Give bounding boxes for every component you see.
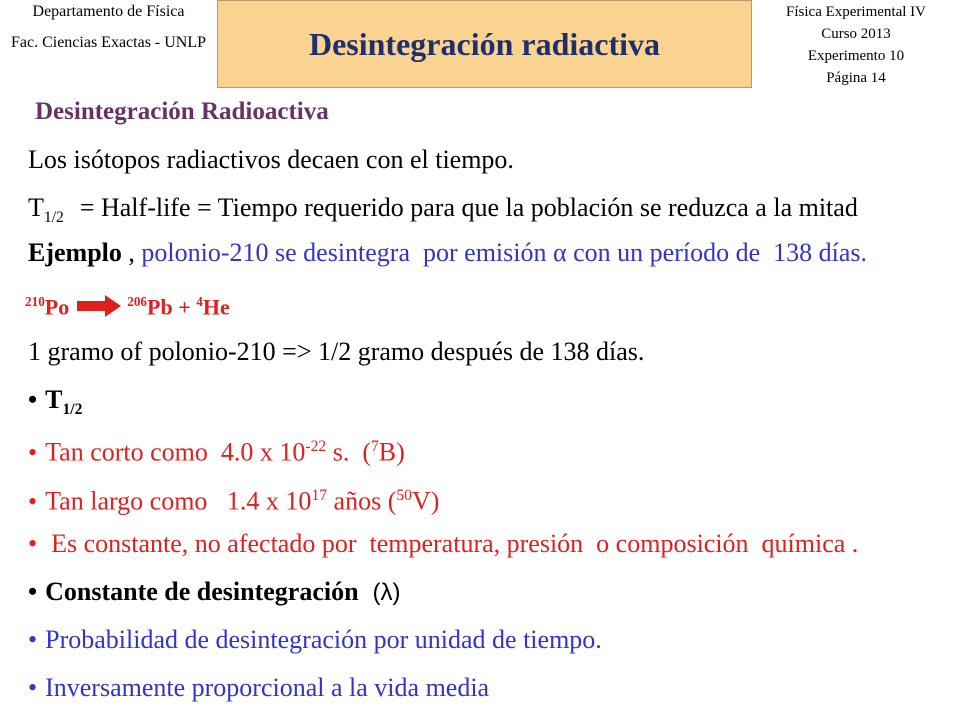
inverse-text: Inversamente proporcional a la vida media bbox=[45, 673, 490, 702]
lambda-symbol: (λ) bbox=[372, 579, 401, 606]
example-line bbox=[28, 236, 867, 270]
half-life-line bbox=[28, 191, 858, 225]
alpha-nucleus: He bbox=[202, 294, 230, 320]
short-exponent: -22 bbox=[305, 438, 327, 455]
mass-example-line: 1 gramo of polonio-210 => 1/2 gramo después de 138 días. bbox=[28, 337, 645, 366]
course-info bbox=[752, 1, 960, 89]
decay-constant-bullet bbox=[28, 575, 401, 609]
short-isotope-mass: 7 bbox=[370, 438, 379, 455]
year-label: Curso 2013 bbox=[821, 26, 891, 42]
intro-line: Los isótopos radiactivos decaen con el tiempo. bbox=[28, 145, 514, 174]
inverse-bullet bbox=[28, 671, 489, 705]
long-unit: años ( bbox=[327, 486, 397, 516]
long-exponent: 17 bbox=[311, 487, 328, 504]
daughter-nucleus: Pb + bbox=[147, 294, 197, 320]
title-box bbox=[217, 0, 752, 88]
experiment-label: Experimento 10 bbox=[807, 48, 905, 64]
t-half-bullet bbox=[28, 383, 82, 417]
half-life-subscript: 1/2 bbox=[43, 209, 64, 227]
long-text: Tan largo como 1.4 x 10 bbox=[45, 486, 312, 516]
decay-constant-text: Constante de desintegración bbox=[45, 577, 359, 606]
alpha-mass-number: 4 bbox=[196, 294, 203, 309]
long-isotope-mass: 50 bbox=[396, 487, 412, 504]
t-half-symbol: T bbox=[45, 385, 63, 414]
section-heading: Desintegración Radioactiva bbox=[35, 98, 329, 125]
long-half-life-bullet bbox=[28, 479, 440, 516]
slide-title: Desintegración radiactiva bbox=[308, 25, 661, 62]
long-isotope: V) bbox=[411, 486, 440, 516]
parent-mass-number: 210 bbox=[25, 294, 45, 309]
bullet-icon: • bbox=[28, 486, 38, 516]
t-half-subscript: 1/2 bbox=[62, 401, 83, 419]
bullet-icon: • bbox=[28, 625, 38, 654]
half-life-symbol: T bbox=[28, 193, 44, 222]
bullet-icon: • bbox=[28, 529, 38, 558]
reaction-line bbox=[25, 285, 230, 319]
short-text: Tan corto como 4.0 x 10 bbox=[45, 437, 306, 467]
constant-bullet bbox=[28, 527, 858, 561]
example-text: polonio-210 se desintegra por emisión bbox=[134, 238, 553, 267]
page-number: Página 14 bbox=[826, 70, 886, 86]
probability-bullet bbox=[28, 623, 602, 657]
course-label: Física Experimental IV bbox=[786, 4, 926, 20]
bullet-icon: • bbox=[28, 577, 38, 606]
bullet-icon: • bbox=[28, 385, 38, 414]
parent-nucleus: Po bbox=[44, 294, 70, 320]
example-text-end: con un período de 138 días. bbox=[566, 238, 868, 267]
example-label: Ejemplo bbox=[28, 238, 122, 267]
alpha-symbol: α bbox=[553, 238, 567, 267]
short-unit: s. ( bbox=[326, 437, 371, 467]
probability-text: Probabilidad de desintegración por unidad de tiempo. bbox=[45, 625, 602, 654]
bullet-icon: • bbox=[28, 437, 38, 467]
bullet-icon: • bbox=[28, 673, 38, 702]
right-arrow-icon bbox=[77, 295, 121, 317]
half-life-definition: = Half-life = Tiempo requerido para que la población se reduzca a la mitad bbox=[79, 193, 858, 222]
department-label: Departamento de Física bbox=[32, 3, 185, 20]
daughter-mass-number: 206 bbox=[127, 294, 148, 309]
faculty-label: Fac. Ciencias Exactas - UNLP bbox=[10, 34, 207, 51]
constant-text: Es constante, no afectado por temperatura, presión o composición química . bbox=[51, 529, 859, 558]
short-isotope: B) bbox=[378, 437, 405, 467]
short-half-life-bullet bbox=[28, 430, 405, 467]
example-comma: , bbox=[121, 238, 135, 267]
